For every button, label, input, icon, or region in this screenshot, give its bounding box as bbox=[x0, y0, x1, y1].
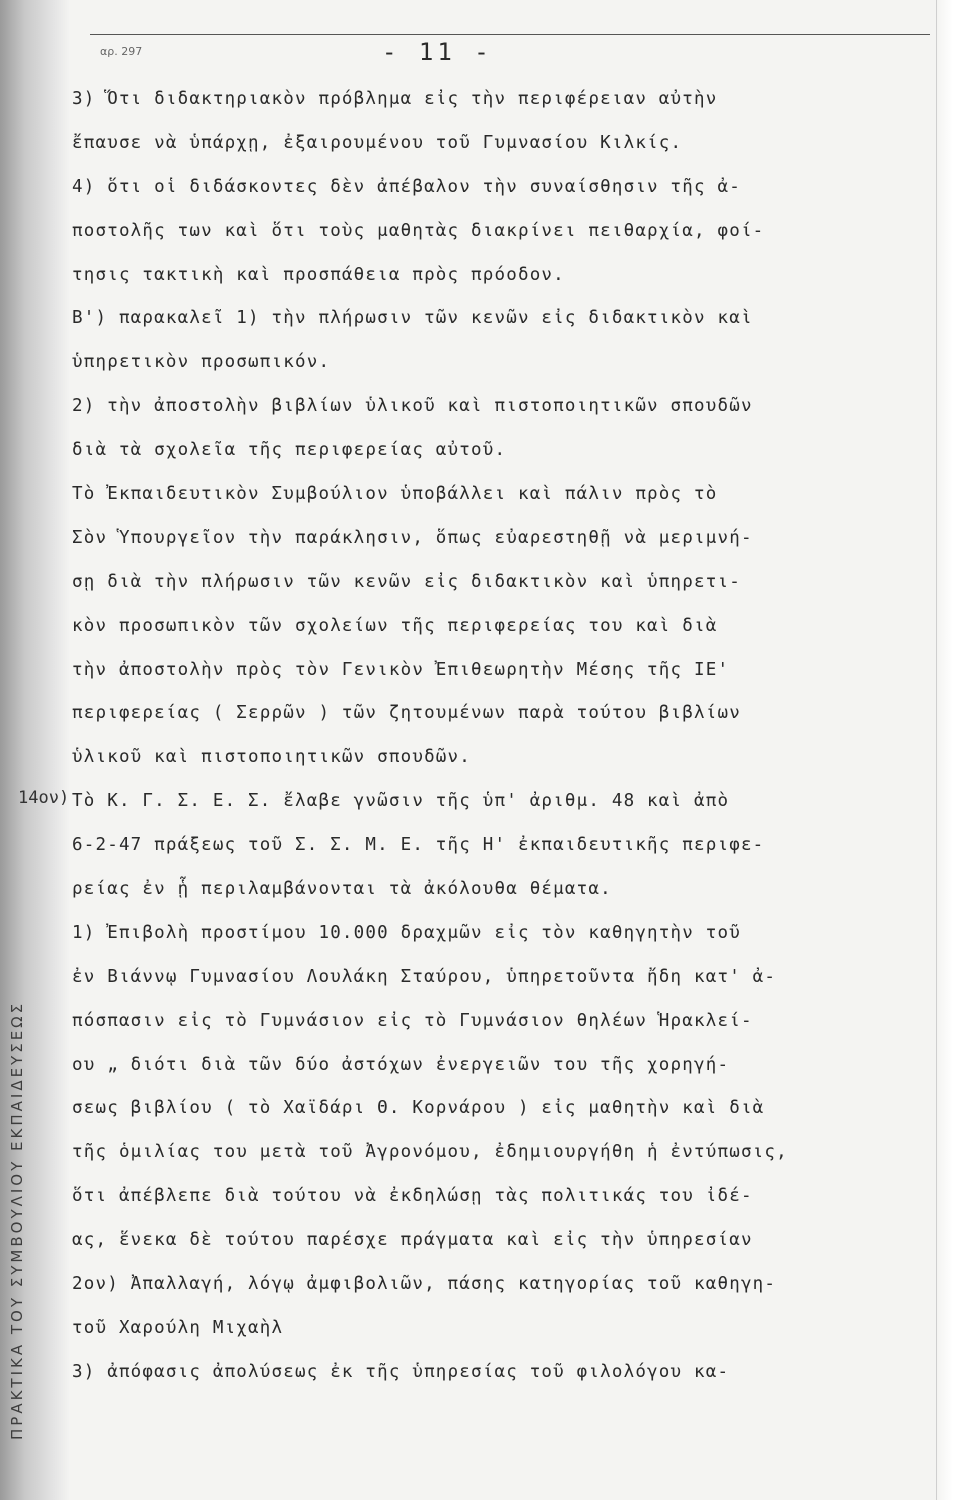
text-line: 3) Ὅτι διδακτηριακὸν πρόβλημα εἰς τὴν περιφέρειαν αὐτὴν bbox=[72, 89, 718, 109]
text-line: πόσπασιν εἰς τὸ Γυμνάσιον εἰς τὸ Γυμνάσιον θηλέων Ἡρακλεί- bbox=[72, 1010, 753, 1031]
text-line: ποστολῆς των καὶ ὅτι τοὺς μαθητὰς διακρίνει πειθαρχία, φοί- bbox=[72, 220, 765, 241]
text-line: 6-2-47 πράξεως τοῦ Σ. Σ. Μ. Ε. τῆς Η' ἐκπαιδευτικῆς περιφε- bbox=[72, 835, 765, 856]
text-line: Τὸ Ἐκπαιδευτικὸν Συμβούλιον ὑποβάλλει καὶ πάλιν πρὸς τὸ bbox=[72, 484, 718, 505]
text-line: 2ον) Ἀπαλλαγή, λόγῳ ἀμφιβολιῶν, πάσης κατηγορίας τοῦ καθηγη- bbox=[72, 1274, 777, 1295]
text-line: τοῦ Χαρούλη Μιχαὴλ bbox=[72, 1317, 284, 1338]
text-line: ἔπαυσε νὰ ὑπάρχῃ, ἐξαιρουμένου τοῦ Γυμνασίου Κιλκίς. bbox=[72, 132, 683, 153]
text-line: τησις τακτικὴ καὶ προσπάθεια πρὸς πρόοδον. bbox=[72, 264, 565, 285]
text-line: ὑπηρετικὸν προσωπικόν. bbox=[72, 352, 331, 373]
spine-text: ΠΡΑΚΤΙΚΑ ΤΟΥ ΣΥΜΒΟΥΛΙΟΥ ΕΚΠΑΙΔΕΥΣΕΩΣ bbox=[8, 1000, 26, 1440]
text-line: 2) τὴν ἀποστολὴν βιβλίων ὑλικοῦ καὶ πιστοποιητικῶν σπουδῶν bbox=[72, 396, 753, 417]
text-line: τὴν ἀποστολὴν πρὸς τὸν Γενικὸν Ἐπιθεωρητὴν Μέσης τῆς ΙΕ' bbox=[72, 659, 730, 680]
text-line: ὅτι ἀπέβλεπε διὰ τούτου νὰ ἐκδηλώσῃ τὰς πολιτικάς του ἰδέ- bbox=[72, 1186, 753, 1207]
text-line: περιφερείας ( Σερρῶν ) τῶν ζητουμένων παρὰ τούτου βιβλίων bbox=[72, 703, 741, 724]
margin-mark: 14ον) bbox=[18, 788, 70, 808]
text-line: ου „ διότι διὰ τῶν δύο ἀστόχων ἐνεργειῶν του τῆς χορηγή- bbox=[72, 1054, 730, 1075]
text-line: 3) ἀπόφασις ἀπολύσεως ἐκ τῆς ὑπηρεσίας τοῦ φιλολόγου κα- bbox=[72, 1361, 730, 1382]
text-line: ἐν Βιάννῳ Γυμνασίου Λουλάκη Σταύρου, ὑπηρετοῦντα ἤδη κατ' ἀ- bbox=[72, 966, 777, 987]
page-number: - 11 - bbox=[382, 38, 493, 66]
top-rule bbox=[90, 34, 930, 35]
text-line: σῃ διὰ τὴν πλήρωσιν τῶν κενῶν εἰς διδακτικὸν καὶ ὑπηρετι- bbox=[72, 571, 741, 592]
text-line: Τὸ Κ. Γ. Σ. Ε. Σ. ἔλαβε γνῶσιν τῆς ὑπ' ἀριθμ. 48 καὶ ἀπὸ bbox=[72, 791, 730, 812]
text-line: διὰ τὰ σχολεῖα τῆς περιφερείας αὐτοῦ. bbox=[72, 440, 507, 461]
text-line: ὑλικοῦ καὶ πιστοποιητικῶν σπουδῶν. bbox=[72, 747, 472, 768]
typed-text-body bbox=[72, 86, 922, 1403]
archive-stamp: αρ. 297 bbox=[100, 45, 143, 58]
text-line: Β') παρακαλεῖ 1) τὴν πλήρωσιν τῶν κενῶν εἰς διδακτικὸν καὶ bbox=[72, 308, 753, 329]
text-line: κὸν προσωπικὸν τῶν σχολείων τῆς περιφερείας του καὶ διὰ bbox=[72, 615, 718, 636]
text-line: Σὸν Ὑπουργεῖον τὴν παράκλησιν, ὅπως εὐαρεστηθῇ νὰ μεριμνή- bbox=[72, 527, 753, 548]
text-line: 1) Ἐπιβολὴ προστίμου 10.000 δραχμῶν εἰς τὸν καθηγητὴν τοῦ bbox=[72, 922, 741, 943]
text-line: τῆς ὁμιλίας του μετὰ τοῦ Ἀγρονόμου, ἐδημιουργήθη ἡ ἐντύπωσις, bbox=[72, 1142, 788, 1163]
text-line: 4) ὅτι οἱ διδάσκοντες δὲν ἀπέβαλον τὴν συναίσθησιν τῆς ἀ- bbox=[72, 176, 741, 197]
text-line: ας, ἕνεκα δὲ τούτου παρέσχε πράγματα καὶ εἰς τὴν ὑπηρεσίαν bbox=[72, 1230, 753, 1251]
text-line: σεως βιβλίου ( τὸ Χαϊδάρι Θ. Κορνάρου ) εἰς μαθητὴν καὶ διὰ bbox=[72, 1098, 765, 1119]
page-edge bbox=[936, 0, 953, 1500]
text-line: ρείας ἐν ᾗ περιλαμβάνονται τὰ ἀκόλουθα θέματα. bbox=[72, 879, 612, 900]
binding-gutter bbox=[0, 0, 70, 1500]
